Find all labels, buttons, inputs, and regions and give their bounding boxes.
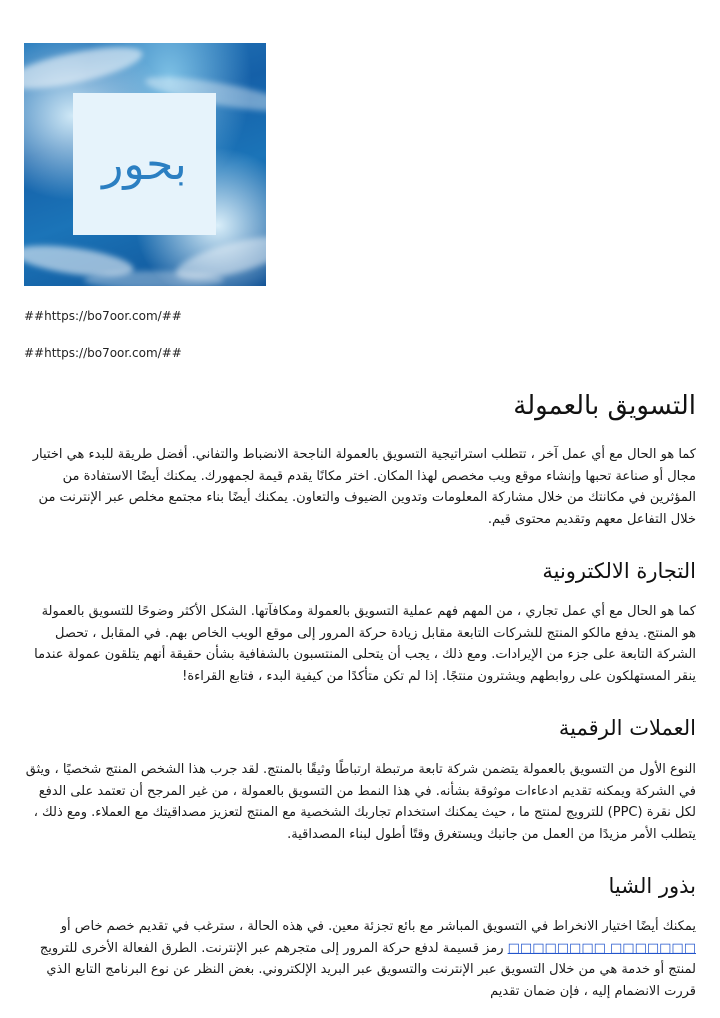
site-link-1[interactable]: ##https://bo7oor.com/## [24, 309, 182, 323]
hero-image [24, 43, 266, 286]
section-paragraph-2: كما هو الحال مع أي عمل تجاري ، من المهم فهم عملية التسويق بالعمولة ومكافآتها. الشكل الأكثر وضوحًا للتسويق بالعمولة هو المنتج. يدفع مالكو المنتج للشركات التابعة مقابل زيادة حركة المرور إلى موقع الويب الخاص بهم. في المقابل ، تحصل الشركة التابعة على جزء من الإيرادات. ومع ذلك ، يجب أن يتحلى المنتسبون بالشفافية بشأن حقيقة أنهم يتلقون عمولة عندما ينقر المستهلكون على روابطهم ويشترون منتجًا. إذا لم تكن متأكدًا من كيفية البدء ، فتابع القراءة! [34, 604, 696, 684]
inline-link[interactable]: □□□□□□□ □□□□□□□□ [507, 940, 696, 956]
paragraph-4-part2: رمز قسيمة لدفع حركة المرور إلى متجرهم عبر الإنترنت. الطرق الفعالة الأخرى للترويج لمنتج أو خدمة هي من خلال التسويق عبر الإنترنت والتسويق عبر البريد الإلكتروني. بغض النظر عن نوع البرنامج التابع الذي قررت الانضمام إليه ، فإن ضمان تقديم [39, 940, 696, 999]
section-heading-3: العملات الرقمية [558, 716, 696, 740]
section-paragraph-1: كما هو الحال مع أي عمل آخر ، تتطلب استراتيجية التسويق بالعمولة الناجحة الانضباط والتفاني. أفضل طريقة للبدء هي اختيار مجال أو صناعة تحبها وإنشاء موقع ويب مخصص لهذا المكان. اختر مكانًا يقدم قيمة لجمهورك. يمكنك أيضًا الاستفادة من المؤثرين في مكانتك من خلال مشاركة المعلومات وتدوين الضيوف والتعاون. يمكنك أيضًا بناء مجتمع مخلص عبر الإنترنت من خلال التفاعل معهم وتقديم محتوى قيم. [32, 447, 696, 527]
site-link-2[interactable]: ##https://bo7oor.com/## [24, 346, 182, 360]
section-paragraph-4 [24, 916, 696, 1002]
logo-box [73, 93, 216, 235]
page-title: التسويق بالعمولة [513, 391, 696, 421]
section-heading-4: بذور الشيا [608, 874, 696, 898]
logo-text: بحور [102, 138, 187, 190]
paragraph-4-part1: يمكنك أيضًا اختيار الانخراط في التسويق المباشر مع بائع تجزئة معين. في هذه الحالة ، سترغب في تقديم خصم خاص أو [60, 919, 696, 934]
section-paragraph-3: النوع الأول من التسويق بالعمولة يتضمن شركة تابعة مرتبطة ارتباطًا وثيقًا بالمنتج. لقد جرب هذا الشخص المنتج شخصيًا ، ويثق في الشركة ويمكنه تقديم ادعاءات موثوقة بشأنه. في هذا النمط من التسويق بالعمولة ، من غير المرجح أن تعتمد على الدفع لكل نقرة (PPC) للترويج لمنتج ما ، حيث يمكنك استخدام تجاربك الشخصية مع المنتج لتعزيز مصداقيتك مع العملاء. ومع ذلك ، يتطلب الأمر مزيدًا من العمل من جانبك ويستغرق وقتًا أطول لبناء المصداقية. [25, 762, 696, 842]
section-heading-2: التجارة الالكترونية [542, 559, 696, 583]
